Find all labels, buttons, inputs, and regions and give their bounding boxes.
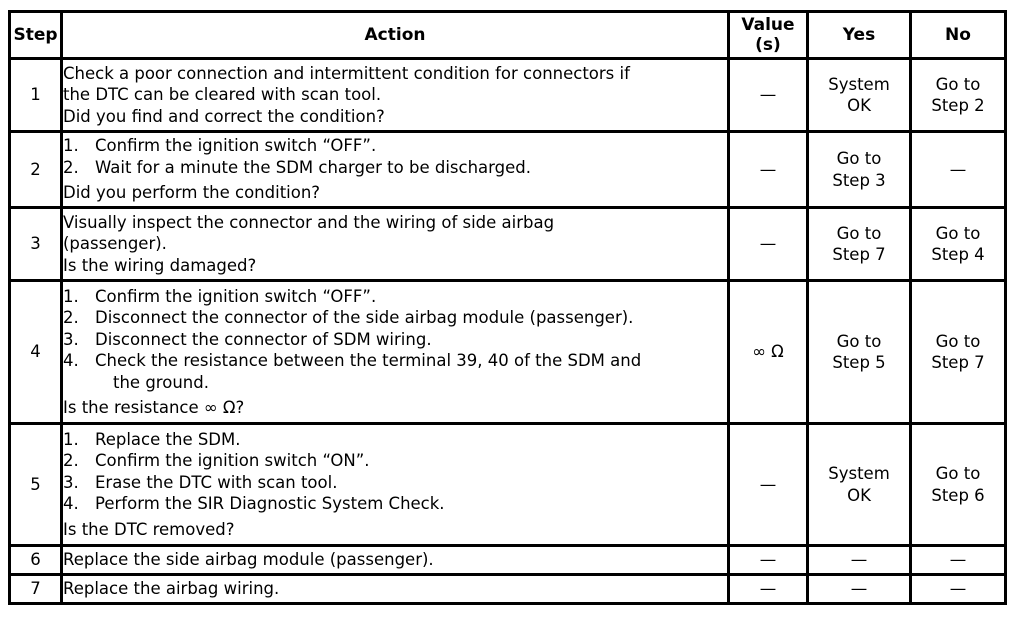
yes-cell [808,132,911,208]
value-cell: — [729,132,808,208]
step-number: 7 [10,575,62,604]
yes-cell [808,424,911,546]
action-cell [62,132,729,208]
step-text-line: the ground. [113,372,209,392]
action-line: Visually inspect the connector and the wiring of side airbag [63,212,555,232]
action-line: (passenger). [63,234,167,254]
yes-line: OK [847,485,871,505]
no-line: Go to [935,74,981,94]
table-row [10,132,1006,208]
numbered-step [63,429,727,451]
header-yes: Yes [808,12,911,59]
no-line: Step 6 [931,485,985,505]
action-question: Is the resistance ∞ Ω? [63,398,245,417]
yes-line: System [828,74,890,94]
yes-line: OK [847,96,871,115]
header-row [10,12,1006,59]
yes-cell [808,208,911,281]
numbered-step [63,450,727,472]
step-text: Erase the DTC with scan tool. [95,472,338,492]
step-index: 4. [63,351,79,370]
no-cell [911,281,1006,424]
step-number: 1 [10,59,62,132]
step-text: Confirm the ignition switch “OFF”. [95,136,377,156]
yes-cell [808,281,911,424]
step-text [95,350,727,393]
yes-line: Step 3 [832,170,886,190]
step-index: 3. [63,329,79,349]
numbered-step [63,472,727,494]
action-cell [62,208,729,281]
step-number: 5 [10,424,62,546]
header-value [729,12,808,59]
yes-line: System [828,464,890,483]
step-index: 2. [63,451,79,471]
table-row [10,546,1006,575]
step-number: 6 [10,546,62,575]
step-text: Disconnect the connector of the side airbag module (passenger). [95,308,634,327]
yes-line: Step 7 [832,245,886,264]
no-line: Go to [935,331,981,351]
yes-cell: — [808,575,911,604]
step-index: 4. [63,494,79,514]
table-row [10,281,1006,424]
step-index: 1. [63,286,79,306]
header-no: No [911,12,1006,59]
step-index: 1. [63,136,79,156]
no-line: Step 4 [931,245,985,264]
step-text-line: Check the resistance between the terminal 39, 40 of the SDM and [95,351,642,370]
numbered-step [63,493,727,515]
no-line: Step 2 [931,96,985,115]
action-line: Check a poor connection and intermittent condition for connectors if [63,63,630,83]
step-text: Wait for a minute the SDM charger to be discharged. [95,157,531,177]
step-number: 3 [10,208,62,281]
no-cell [911,59,1006,132]
no-cell: — [911,132,1006,208]
no-cell: — [911,546,1006,575]
no-line: Go to [935,223,981,243]
step-text: Replace the SDM. [95,429,241,449]
header-action: Action [62,12,729,59]
numbered-step [63,135,727,157]
step-index: 2. [63,308,79,327]
header-value-line1: Value [741,15,795,35]
action-question: Is the DTC removed? [63,519,235,539]
yes-line: Step 5 [832,353,886,372]
numbered-step [63,307,727,329]
table-row [10,208,1006,281]
table-row [10,59,1006,132]
action-question: Did you perform the condition? [63,183,321,203]
step-index: 3. [63,472,79,492]
yes-cell: — [808,546,911,575]
numbered-step [63,157,727,179]
no-cell: — [911,575,1006,604]
yes-line: Go to [836,331,882,351]
value-cell: — [729,575,808,604]
value-cell: — [729,424,808,546]
step-number: 2 [10,132,62,208]
action-cell [62,59,729,132]
numbered-step [63,350,727,393]
step-text: Confirm the ignition switch “OFF”. [95,286,377,306]
numbered-step [63,286,727,308]
step-text: Perform the SIR Diagnostic System Check. [95,494,445,514]
diagnostic-table [8,10,1007,605]
value-cell: — [729,59,808,132]
yes-line: Go to [836,223,882,243]
action-line: the DTC can be cleared with scan tool. [63,85,382,105]
step-index: 2. [63,157,79,177]
action-question: Is the wiring damaged? [63,255,257,275]
action-question: Did you find and correct the condition? [63,106,385,126]
no-line: Step 7 [931,353,985,372]
yes-cell [808,59,911,132]
action-cell [62,281,729,424]
value-cell: ∞ Ω [729,281,808,424]
step-text: Confirm the ignition switch “ON”. [95,451,370,471]
no-line: Go to [935,464,981,483]
yes-line: Go to [836,149,882,168]
action-cell: Replace the side airbag module (passenger). [62,546,729,575]
header-step: Step [10,12,62,59]
value-cell: — [729,208,808,281]
action-cell [62,424,729,546]
step-text: Disconnect the connector of SDM wiring. [95,329,432,349]
header-value-line2: (s) [755,35,781,55]
step-number: 4 [10,281,62,424]
value-cell: — [729,546,808,575]
no-cell [911,208,1006,281]
table-row [10,575,1006,604]
action-cell: Replace the airbag wiring. [62,575,729,604]
step-index: 1. [63,429,79,449]
no-cell [911,424,1006,546]
numbered-step [63,329,727,351]
table-row [10,424,1006,546]
